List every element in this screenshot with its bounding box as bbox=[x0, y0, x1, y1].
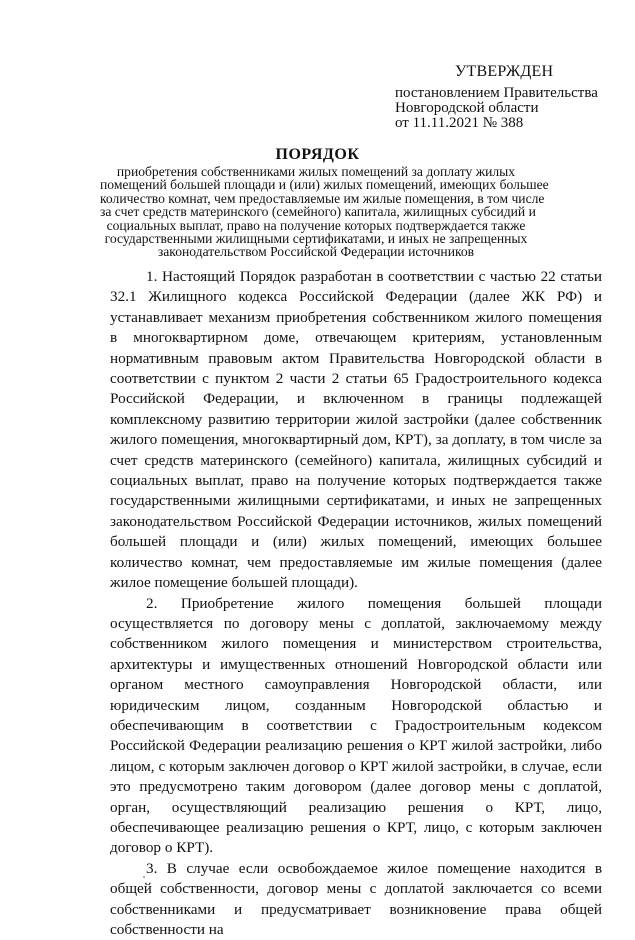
subtitle-line: приобретения собственниками жилых помещений за доплату жилых bbox=[116, 164, 516, 179]
paragraph-2: 2. Приобретение жилого помещения большей площади осуществляется по договору мены с доплатой, заключаемому между собственником жилого помещения и министерством строительства, архитектуры и имущественных отношений Новгородской области или органом местного самоуправления Новгородской области, или юридическим лицом, созданным Новгородской областью и обеспечивающим в соответствии с Градостроительным кодексом Российской Федерации реализацию решения о КРТ жилой застройки, либо лицом, с которым заключен договор о КРТ жилой застройки, в случае, если это предусмотрено таким договором (далее договор мены с доплатой, орган, осуществляющий реализацию решения о КРТ, лицо, обеспечивающее реализацию решения о КРТ, лицо, с которым заключен договор о КРТ). bbox=[110, 594, 602, 857]
approval-line-3: от 11.11.2021 № 388 bbox=[395, 115, 524, 131]
paragraph-1: 1. Настоящий Порядок разработан в соответствии с частью 22 статьи 32.1 Жилищного кодекса Российской Федерации (далее ЖК РФ) и устанавливает механизм приобретения собственником жилого помещения в многоквартирном доме, отвечающем критериям, установленным нормативным правовым актом Правительства Новгородской области в соответствии с пунктом 2 части 2 статьи 65 Градостроительного кодекса Российской Федерации, и включенном в границы подлежащей комплексному развитию территории жилой застройки (далее собственник жилого помещения, многоквартирный дом, КРТ), за доплату, в том числе за счет средств материнского (семейного) капитала, жилищных субсидий и социальных выплат, право на получение которых подтверждается также государственными жилищными сертификатами, и иных не запрещенных законодательством Российской Федерации источников, жилых помещений большей площади и (или) жилых помещений, имеющих большее количество комнат, чем предоставляемые им жилые помещения (далее жилое помещение большей площади). bbox=[110, 268, 602, 592]
approval-line-2: Новгородской области bbox=[395, 100, 539, 116]
subtitle-line: помещений большей площади и (или) жилых помещений, имеющих большее bbox=[100, 177, 549, 193]
scan-speck bbox=[143, 876, 145, 878]
subtitle-line: государственными жилищными сертификатами, и иных не запрещенных bbox=[104, 231, 528, 247]
paragraph-3: 3. В случае если освобождаемое жилое помещение находится в общей собственности, договор мены с доплатой заключается со всеми собственниками и предусматривает возникновение права общей собственности на bbox=[110, 859, 602, 938]
subtitle-line: количество комнат, чем предоставляемые им жилые помещения, в том числе bbox=[100, 190, 545, 206]
approval-title: УТВЕРЖДЕН bbox=[455, 63, 554, 80]
document-title: ПОРЯДОК bbox=[275, 146, 360, 163]
subtitle-line: за счет средств материнского (семейного) капитала, жилищных субсидий и bbox=[100, 204, 536, 220]
document-subtitle bbox=[100, 164, 549, 260]
subtitle-line: законодательством Российской Федерации источников bbox=[157, 244, 475, 260]
approval-line-1: постановлением Правительства bbox=[395, 85, 598, 101]
approval-stamp bbox=[395, 64, 625, 131]
subtitle-line: социальных выплат, право на получение которых подтверждается также bbox=[106, 217, 526, 233]
document-body bbox=[110, 267, 602, 940]
